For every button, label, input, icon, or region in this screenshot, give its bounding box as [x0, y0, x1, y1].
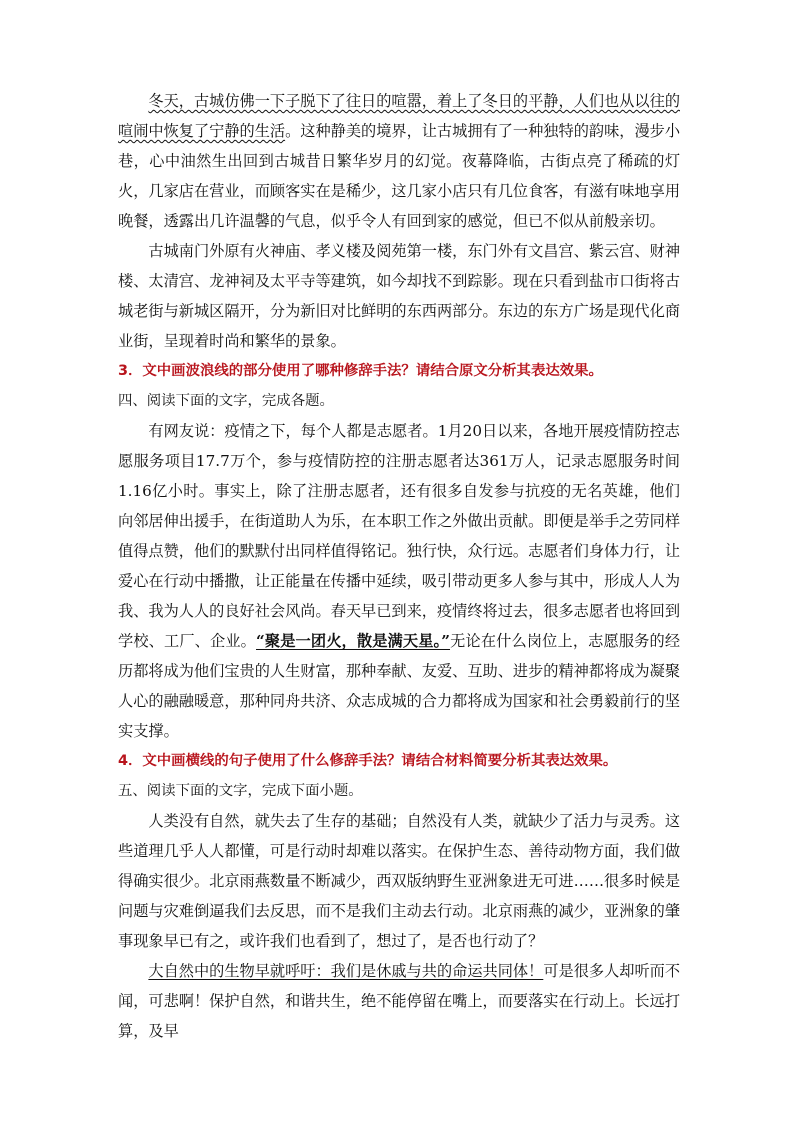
document-page: [118, 86, 680, 1046]
question-3: 3．文中画波浪线的部分使用了哪种修辞手法？请结合原文分析其表达效果。: [118, 363, 603, 379]
gate-paragraph: 古城南门外原有火神庙、孝义楼及阅苑第一楼，东门外有文昌宫、紫云宫、财神楼、太清宫、龙神祠及太平寺等建筑，如今却找不到踪影。现在只看到盐市口街将古城老街与新城区隔开，分为新旧对比鲜明的东西两部分。东边的东方广场是现代化商业街，呈现着时尚和繁华的景象。: [118, 242, 680, 350]
section-4-heading: 四、阅读下面的文字，完成各题。: [118, 393, 334, 409]
winter-paragraph-text: 。这种静美的境界，让古城拥有了一种独特的韵味，漫步小巷，心中油然生出回到古城昔日繁华岁月的幻觉。夜幕降临，古街点亮了稀疏的灯火，几家店在营业，而顾客实在是稀少，这几家小店只有几位食客，有滋有味地享用晚餐，透露出几许温馨的气息，似乎令人有回到家的感觉，但已不似从前般亲切。: [118, 122, 681, 230]
question-4: 4．文中画横线的句子使用了什么修辞手法？请结合材料简要分析其表达效果。: [118, 753, 618, 769]
nature-paragraph-2: [118, 956, 680, 1046]
underlined-sentence: “聚是一团火，散是满天星。”: [256, 632, 451, 650]
volunteer-paragraph: [118, 416, 680, 746]
nature-paragraph-2-text: 可是很多人却听而不闻，可悲啊！保护自然，和谐共生，绝不能停留在嘴上，而要落实在行动上。长远打算，及早: [118, 962, 681, 1040]
winter-paragraph: [118, 86, 680, 236]
volunteer-text-before: 有网友说：疫情之下，每个人都是志愿者。1月20日以来，各地开展疫情防控志愿服务项目17.7万个，参与疫情防控的注册志愿者达361万人，记录志愿服务时间1.16亿小时。事实上，除了注册志愿者，还有很多自发参与抗疫的无名英雄，他们向邻居伸出援手，在街道助人为乐，在本职工作之外做出贡献。即便是举手之劳同样值得点赞，他们的默默付出同样值得铭记。独行快，众行远。志愿者们身体力行，让爱心在行动中播撒，让正能量在传播中延续，吸引带动更多人参与其中，形成人人为我、我为人人的良好社会风尚。春天早已到来，疫情终将过去，很多志愿者也将回到学校、工厂、企业。: [118, 422, 680, 650]
volunteer-text-after: 无论在什么岗位上，志愿服务的经历都将成为他们宝贵的人生财富，那种奉献、友爱、互助、进步的精神都将成为凝聚人心的融融暖意，那种同舟共济、众志成城的合力都将成为国家和社会勇毅前行的坚实支撑。: [118, 632, 681, 740]
underlined-call: 大自然中的生物早就呼吁：我们是休戚与共的命运共同体！: [148, 962, 544, 980]
section-5-heading: 五、阅读下面的文字，完成下面小题。: [118, 783, 363, 799]
wavy-underlined-text: 冬天，古城仿佛一下子脱下了往日的喧嚣，着上了冬日的平静，人们也从以往的喧闹中恢复了宁静的生活: [118, 92, 680, 140]
nature-paragraph-1: 人类没有自然，就失去了生存的基础；自然没有人类，就缺少了活力与灵秀。这些道理几乎人人都懂，可是行动时却难以落实。在保护生态、善待动物方面，我们做得确实很少。北京雨燕数量不断减少，西双版纳野生亚洲象进无可进……很多时候是问题与灾难倒逼我们去反思，而不是我们主动去行动。北京雨燕的减少，亚洲象的肇事现象早已有之，或许我们也看到了，想过了，是否也行动了？: [118, 812, 680, 950]
